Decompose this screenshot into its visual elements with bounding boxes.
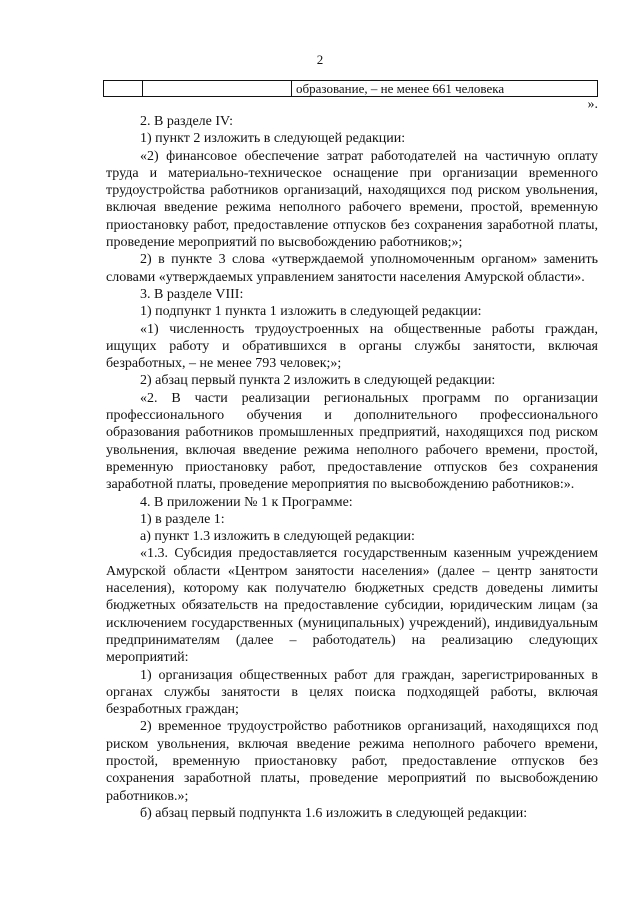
table-row [104,81,598,97]
closing-quote: ». [587,97,598,112]
paragraph: 4. В приложении № 1 к Программе: [140,494,353,510]
paragraph: а) пункт 1.3 изложить в следующей редакции: [140,529,415,545]
paragraph: 2) абзац первый пункта 2 изложить в следующей редакции: [140,373,496,389]
page-number: 2 [316,52,324,67]
paragraph: «2) финансовое обеспечение затрат работодателей на частичную оплату труда и материально-техническое оснащение при организации временного трудоустройства работников организаций, находящихся под риском увольнения, включая введение режима неполного рабочего времени, простой, временную приостановку работ, предоставление отпусков без сохранения заработной платы, проведение мероприятий по высвобождению работников;»; [106,148,598,251]
document-body [106,113,598,822]
paragraph: «1) численность трудоустроенных на общественные работы граждан, ищущих работу и обратившихся в органы службы занятости, включая безработных, – не менее 793 человек;»; [106,321,598,372]
paragraph: 1) организация общественных работ для граждан, зарегистрированных в органах службы занятости в целях поиска подходящей работы, включая безработных граждан; [106,667,598,718]
paragraph: «1.3. Субсидия предоставляется государственным казенным учреждением Амурской области «Центром занятости населения» (далее – центр занятости населения), которому как получателю бюджетных средств доведены лимиты бюджетных обязательств на предоставление субсидии, юридическим лицам (за исключением государственных (муниципальных) учреждений), индивидуальным предпринимателям (далее – работодатель) на реализацию следующих мероприятий: [106,546,598,666]
paragraph: 2. В разделе IV: [140,114,233,129]
paragraph: 3. В разделе VIII: [140,286,244,302]
continuation-table [103,80,598,97]
paragraph: 1) подпункт 1 пункта 1 изложить в следующей редакции: [140,304,482,320]
table-cell [104,81,143,97]
paragraph: «2. В части реализации региональных программ по организации профессионального обучения и дополнительного профессионального образования работников промышленных предприятий, находящихся под риском увольнения, включая введение режима неполного рабочего времени, простой, временную приостановку работ, предоставление отпусков без сохранения заработной платы, проведение мероприятия по высвобождению работников:». [106,390,598,493]
paragraph: б) абзац первый подпункта 1.6 изложить в следующей редакции: [140,805,528,821]
paragraph: 1) пункт 2 изложить в следующей редакции: [140,131,406,147]
paragraph: 2) временное трудоустройство работников организаций, находящихся под риском увольнения, включая введение режима неполного рабочего времени, простой, временную приостановку работ, предоставление отпусков без сохранения заработной платы, проведение мероприятий по высвобождению работников.»; [106,719,598,804]
table-cell: образование, – не менее 661 человека [292,81,598,97]
paragraph: 1) в разделе 1: [140,511,225,527]
table-cell [143,81,292,97]
paragraph: 2) в пункте 3 слова «утверждаемой уполномоченным органом» заменить словами «утверждаемых управлением занятости населения Амурской области». [106,252,598,285]
